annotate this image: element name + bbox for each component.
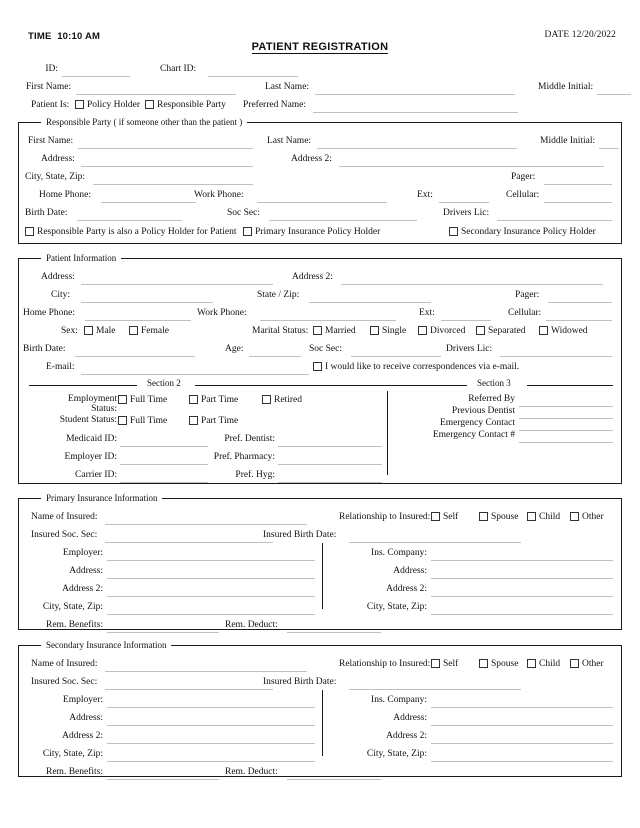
date-label: DATE	[544, 30, 570, 40]
rp-cellular-label: Cellular:	[506, 190, 540, 200]
pri-rel-self-label: Self	[443, 512, 459, 522]
time-label: TIME	[28, 31, 52, 42]
sec-ins-address-input[interactable]	[431, 712, 613, 726]
sec-insured-birth-date-input[interactable]	[349, 676, 521, 690]
pri-insured-soc-sec-input[interactable]	[105, 529, 273, 543]
marital-separated-label: Separated	[488, 326, 526, 336]
pi-age-label: Age:	[225, 344, 244, 354]
sec-ins-address2-label: Address 2:	[386, 731, 427, 741]
sec-address-input[interactable]	[107, 712, 315, 726]
pi-birth-date-label: Birth Date:	[23, 344, 66, 354]
checkbox-pri-rel-self[interactable]	[431, 512, 440, 521]
rp-soc-sec-label: Soc Sec:	[227, 208, 260, 218]
pri-ins-address2-label: Address 2:	[386, 584, 427, 594]
form-header	[0, 0, 640, 53]
checkbox-sec-rel-other[interactable]	[570, 659, 579, 668]
patient-is-responsible-party-label: Responsible Party	[157, 100, 226, 110]
pri-rem-deduct-label: Rem. Deduct:	[225, 620, 278, 630]
sec-relationship-label: Relationship to Insured:	[339, 659, 431, 669]
checkbox-patient-is-policy-holder[interactable]	[75, 100, 84, 109]
pri-address2-input[interactable]	[107, 583, 315, 597]
rp-birth-date-input[interactable]	[77, 207, 182, 221]
student-part-time-label: Part Time	[201, 416, 239, 426]
pri-insured-soc-sec-label: Insured Soc. Sec:	[31, 530, 98, 540]
sec-ins-address-label: Address:	[393, 713, 427, 723]
pi-address2-input[interactable]	[341, 271, 603, 285]
rp-address2-label: Address 2:	[291, 154, 332, 164]
pi-city-input[interactable]	[81, 289, 213, 303]
chart-id-label: Chart ID:	[160, 64, 197, 74]
pi-ext-label: Ext:	[419, 308, 435, 318]
checkbox-sec-rel-self[interactable]	[431, 659, 440, 668]
pri-ins-city-state-zip-input[interactable]	[431, 601, 613, 615]
rp-home-phone-label: Home Phone:	[39, 190, 91, 200]
pi-email-input[interactable]	[81, 361, 309, 375]
rp-last-name-input[interactable]	[317, 135, 517, 149]
primary-insurance-vertical-divider	[322, 543, 323, 609]
page-title-text: PATIENT REGISTRATION	[251, 41, 389, 53]
responsible-party-section	[18, 117, 622, 244]
rp-work-phone-input[interactable]	[257, 189, 387, 203]
rp-middle-initial-label: Middle Initial:	[540, 136, 596, 146]
rp-drivers-lic-label: Drivers Lic:	[443, 208, 490, 218]
rp-soc-sec-input[interactable]	[269, 207, 417, 221]
pi-sex-label: Sex:	[61, 326, 78, 336]
sec-insured-soc-sec-input[interactable]	[105, 676, 273, 690]
pri-rel-child-label: Child	[539, 512, 561, 522]
sec-address2-input[interactable]	[107, 730, 315, 744]
section2-label: Section 2	[141, 378, 187, 388]
pri-ins-company-input[interactable]	[431, 547, 613, 561]
sex-female-label: Female	[141, 326, 169, 336]
rp-secondary-policy-holder-label: Secondary Insurance Policy Holder	[461, 227, 596, 237]
sec-rel-spouse-label: Spouse	[491, 659, 519, 669]
pri-rem-benefits-label: Rem. Benefits:	[46, 620, 103, 630]
sec-rel-other-label: Other	[582, 659, 604, 669]
emergency-contact-number-label: Emergency Contact #	[432, 430, 515, 440]
pref-dentist-label: Pref. Dentist:	[224, 434, 275, 444]
checkbox-marital-widowed[interactable]	[539, 326, 548, 335]
sec-rem-deduct-label: Rem. Deduct:	[225, 767, 278, 777]
rp-first-name-label: First Name:	[28, 136, 74, 146]
sec-ins-address2-input[interactable]	[431, 730, 613, 744]
first-name-label: First Name:	[26, 82, 72, 92]
primary-insurance-legend: Primary Insurance Information	[41, 492, 162, 504]
pri-ins-company-label: Ins. Company:	[371, 548, 427, 558]
checkbox-pri-rel-other[interactable]	[570, 512, 579, 521]
medicaid-id-input[interactable]	[120, 433, 208, 447]
checkbox-marital-separated[interactable]	[476, 326, 485, 335]
pri-rem-benefits-input[interactable]	[107, 619, 219, 633]
section2-rule-right	[195, 385, 467, 386]
checkbox-sex-male[interactable]	[84, 326, 93, 335]
sec-ins-company-label: Ins. Company:	[371, 695, 427, 705]
emergency-contact-label: Emergency Contact	[439, 418, 515, 428]
rp-first-name-input[interactable]	[78, 135, 253, 149]
preferred-name-label: Preferred Name:	[243, 100, 307, 110]
pri-rel-other-label: Other	[582, 512, 604, 522]
pi-soc-sec-input[interactable]	[351, 343, 441, 357]
carrier-id-input[interactable]	[120, 469, 208, 483]
checkbox-rp-primary-policy-holder[interactable]	[243, 227, 252, 236]
employment-retired-label: Retired	[274, 395, 302, 405]
sec-rem-benefits-input[interactable]	[107, 766, 219, 780]
pri-relationship-label: Relationship to Insured:	[339, 512, 431, 522]
pri-insured-birth-date-input[interactable]	[349, 529, 521, 543]
pri-name-of-insured-label: Name of Insured:	[31, 512, 98, 522]
sec-ins-city-state-zip-label: City, State, Zip:	[366, 749, 427, 759]
preferred-name-input[interactable]	[313, 99, 518, 113]
pri-address-label: Address:	[69, 566, 103, 576]
employment-full-time-label: Full Time	[130, 395, 168, 405]
rp-pager-input[interactable]	[544, 171, 612, 185]
checkbox-marital-married[interactable]	[313, 326, 322, 335]
rp-ext-input[interactable]	[439, 189, 489, 203]
pri-address-input[interactable]	[107, 565, 315, 579]
middle-initial-input[interactable]	[597, 81, 631, 95]
checkbox-student-part-time[interactable]	[189, 416, 198, 425]
section3-label: Section 3	[471, 378, 517, 388]
checkbox-sex-female[interactable]	[129, 326, 138, 335]
referred-by-label: Referred By	[468, 394, 515, 404]
marital-widowed-label: Widowed	[551, 326, 588, 336]
pi-ext-input[interactable]	[441, 307, 491, 321]
rp-address2-input[interactable]	[339, 153, 604, 167]
emergency-contact-number-input[interactable]	[519, 429, 613, 443]
secondary-insurance-legend: Secondary Insurance Information	[41, 639, 171, 651]
pri-employer-label: Employer:	[62, 548, 103, 558]
checkbox-pri-rel-child[interactable]	[527, 512, 536, 521]
pi-birth-date-input[interactable]	[75, 343, 195, 357]
pri-city-state-zip-input[interactable]	[107, 601, 315, 615]
pi-state-zip-label: State / Zip:	[257, 290, 300, 300]
last-name-label: Last Name:	[265, 82, 310, 92]
rp-primary-policy-holder-label: Primary Insurance Policy Holder	[255, 227, 381, 237]
checkbox-employment-full-time[interactable]	[118, 395, 127, 404]
primary-insurance-section	[18, 493, 622, 630]
pri-rel-spouse-label: Spouse	[491, 512, 519, 522]
email-consent-label: I would like to receive correspondences via e-mail.	[325, 362, 520, 372]
pi-pager-label: Pager:	[515, 290, 540, 300]
previous-dentist-label: Previous Dentist	[451, 406, 515, 416]
sec-employer-input[interactable]	[107, 694, 315, 708]
checkbox-marital-single[interactable]	[370, 326, 379, 335]
pi-work-phone-input[interactable]	[260, 307, 396, 321]
rp-address-input[interactable]	[81, 153, 253, 167]
pri-name-of-insured-input[interactable]	[105, 511, 307, 525]
responsible-party-legend: Responsible Party ( if someone other than the patient )	[41, 116, 247, 128]
pi-marital-status-label: Marital Status:	[252, 326, 309, 336]
rp-ext-label: Ext:	[417, 190, 433, 200]
rp-city-state-zip-input[interactable]	[93, 171, 253, 185]
employment-status-label-line2: Status:	[91, 404, 117, 414]
student-full-time-label: Full Time	[130, 416, 168, 426]
pref-hyg-label: Pref. Hyg:	[235, 470, 275, 480]
section-vertical-divider	[387, 391, 388, 475]
pref-pharmacy-label: Pref. Pharmacy:	[213, 452, 275, 462]
checkbox-employment-part-time[interactable]	[189, 395, 198, 404]
pi-city-label: City:	[51, 290, 71, 300]
pri-city-state-zip-label: City, State, Zip:	[42, 602, 103, 612]
pi-drivers-lic-input[interactable]	[500, 343, 612, 357]
section3-rule-right	[527, 385, 613, 386]
rp-last-name-label: Last Name:	[267, 136, 312, 146]
patient-information-section	[18, 253, 622, 484]
medicaid-id-label: Medicaid ID:	[66, 434, 117, 444]
marital-single-label: Single	[382, 326, 407, 336]
pi-work-phone-label: Work Phone:	[197, 308, 247, 318]
checkbox-email-consent[interactable]	[313, 362, 322, 371]
sec-rem-deduct-input[interactable]	[287, 766, 381, 780]
rp-also-policy-holder-label: Responsible Party is also a Policy Holder for Patient	[37, 227, 237, 237]
rp-cellular-input[interactable]	[544, 189, 612, 203]
sec-name-of-insured-label: Name of Insured:	[31, 659, 98, 669]
pref-hyg-input[interactable]	[278, 469, 382, 483]
id-input[interactable]	[62, 63, 130, 77]
pref-pharmacy-input[interactable]	[278, 451, 382, 465]
checkbox-rp-also-policy-holder[interactable]	[25, 227, 34, 236]
pi-cellular-input[interactable]	[546, 307, 612, 321]
section2-rule-left	[29, 385, 137, 386]
sec-address2-label: Address 2:	[62, 731, 103, 741]
rp-middle-initial-input[interactable]	[599, 135, 619, 149]
sec-insured-soc-sec-label: Insured Soc. Sec:	[31, 677, 98, 687]
employer-id-label: Employer ID:	[64, 452, 117, 462]
checkbox-sec-rel-spouse[interactable]	[479, 659, 488, 668]
checkbox-sec-rel-child[interactable]	[527, 659, 536, 668]
pri-address2-label: Address 2:	[62, 584, 103, 594]
sec-rem-benefits-label: Rem. Benefits:	[46, 767, 103, 777]
date-stamp	[545, 30, 616, 40]
checkbox-rp-secondary-policy-holder[interactable]	[449, 227, 458, 236]
secondary-insurance-vertical-divider	[322, 690, 323, 756]
pri-ins-address-input[interactable]	[431, 565, 613, 579]
pi-address2-label: Address 2:	[292, 272, 333, 282]
id-label: ID:	[45, 64, 58, 74]
pi-soc-sec-label: Soc Sec:	[309, 344, 342, 354]
pi-address-label: Address:	[41, 272, 75, 282]
pref-dentist-input[interactable]	[278, 433, 382, 447]
sec-rel-child-label: Child	[539, 659, 561, 669]
marital-married-label: Married	[325, 326, 356, 336]
sec-city-state-zip-label: City, State, Zip:	[42, 749, 103, 759]
sec-ins-company-input[interactable]	[431, 694, 613, 708]
rp-pager-label: Pager:	[511, 172, 536, 182]
checkbox-employment-retired[interactable]	[262, 395, 271, 404]
checkbox-marital-divorced[interactable]	[418, 326, 427, 335]
carrier-id-label: Carrier ID:	[75, 470, 117, 480]
sec-address-label: Address:	[69, 713, 103, 723]
pri-ins-address-label: Address:	[393, 566, 427, 576]
employment-part-time-label: Part Time	[201, 395, 239, 405]
patient-information-legend: Patient Information	[41, 252, 121, 264]
checkbox-patient-is-responsible-party[interactable]	[145, 100, 154, 109]
secondary-insurance-section	[18, 640, 622, 777]
pri-employer-input[interactable]	[107, 547, 315, 561]
pi-home-phone-input[interactable]	[85, 307, 191, 321]
pi-drivers-lic-label: Drivers Lic:	[446, 344, 493, 354]
pi-home-phone-label: Home Phone:	[23, 308, 75, 318]
first-name-input[interactable]	[76, 81, 236, 95]
checkbox-student-full-time[interactable]	[118, 416, 127, 425]
sec-name-of-insured-input[interactable]	[105, 658, 307, 672]
sec-ins-city-state-zip-input[interactable]	[431, 748, 613, 762]
checkbox-pri-rel-spouse[interactable]	[479, 512, 488, 521]
marital-divorced-label: Divorced	[430, 326, 466, 336]
rp-city-state-zip-label: City, State, Zip:	[25, 172, 86, 182]
pri-insured-birth-date-label: Insured Birth Date:	[263, 530, 337, 540]
rp-drivers-lic-input[interactable]	[497, 207, 612, 221]
rp-birth-date-label: Birth Date:	[25, 208, 68, 218]
sec-rel-self-label: Self	[443, 659, 459, 669]
pri-ins-city-state-zip-label: City, State, Zip:	[366, 602, 427, 612]
pri-rem-deduct-input[interactable]	[287, 619, 381, 633]
pi-address-input[interactable]	[81, 271, 273, 285]
sec-city-state-zip-input[interactable]	[107, 748, 315, 762]
pi-age-input[interactable]	[249, 343, 301, 357]
sec-employer-label: Employer:	[62, 695, 103, 705]
student-status-label: Student Status:	[59, 415, 117, 425]
pri-ins-address2-input[interactable]	[431, 583, 613, 597]
pi-state-zip-input[interactable]	[309, 289, 431, 303]
chart-id-input[interactable]	[208, 63, 298, 77]
rp-work-phone-label: Work Phone:	[194, 190, 244, 200]
pi-cellular-label: Cellular:	[508, 308, 542, 318]
time-value: 10:10 AM	[57, 31, 101, 42]
rp-home-phone-input[interactable]	[101, 189, 196, 203]
patient-is-label: Patient Is:	[31, 100, 70, 110]
date-value: 12/20/2022	[571, 30, 616, 40]
sec-insured-birth-date-label: Insured Birth Date:	[263, 677, 337, 687]
pi-pager-input[interactable]	[548, 289, 612, 303]
employment-status-label-line1: Employment	[67, 394, 117, 404]
sex-male-label: Male	[96, 326, 116, 336]
rp-address-label: Address:	[41, 154, 75, 164]
last-name-input[interactable]	[315, 81, 515, 95]
patient-is-policy-holder-label: Policy Holder	[87, 100, 141, 110]
pi-email-label: E-mail:	[46, 362, 75, 372]
middle-initial-label: Middle Initial:	[538, 82, 594, 92]
page-title	[0, 41, 640, 53]
